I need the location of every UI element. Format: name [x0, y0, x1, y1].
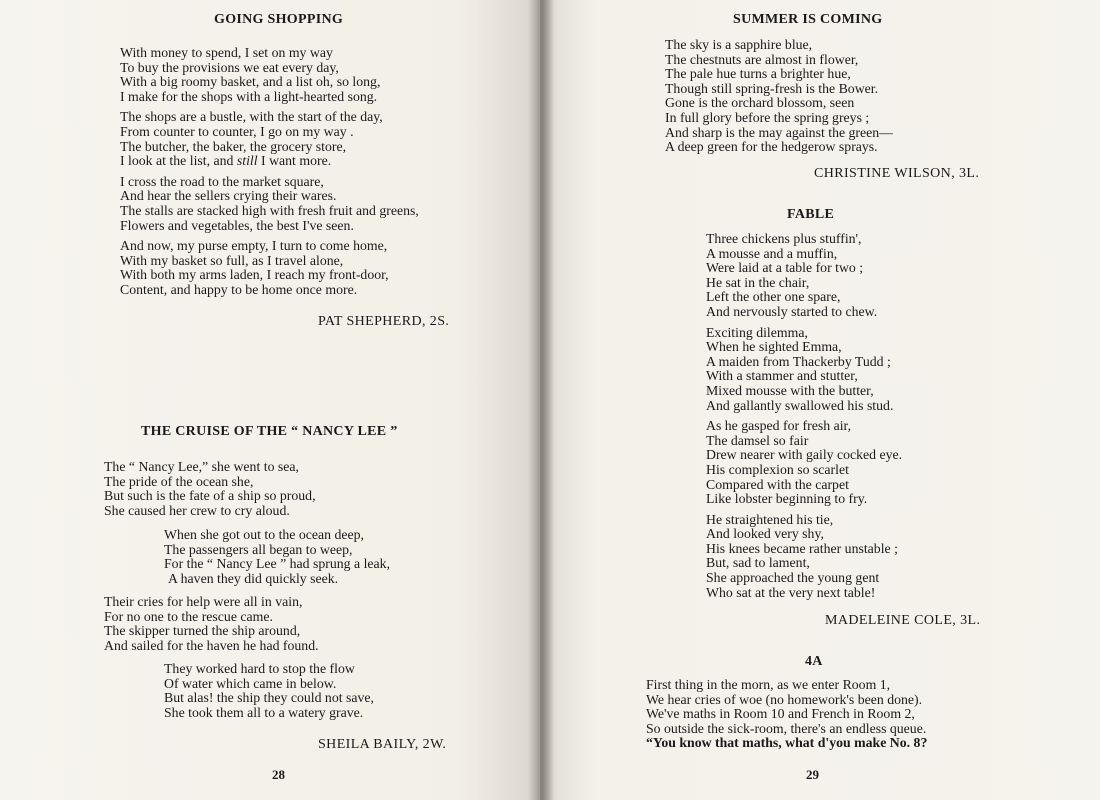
verse-line: “You know that maths, what d'you make No. 8? [646, 735, 928, 751]
verse-line: A haven they did quickly seek. [168, 570, 339, 586]
stanza [120, 239, 419, 297]
verse-line: To buy the provisions we eat every day, [120, 59, 339, 75]
verse-line: With both my arms laden, I reach my front-door, [120, 267, 389, 283]
verse-line: The sky is a sapphire blue, [665, 37, 813, 52]
verse-line: And looked very shy, [706, 526, 824, 542]
verse-line: He straightened his tie, [706, 511, 834, 527]
verse-line: The stalls are stacked high with fresh fruit and greens, [120, 202, 419, 218]
verse-line: For no one to the rescue came. [104, 608, 273, 624]
verse-line: In full glory before the spring greys ; [665, 109, 870, 125]
verse-line: She took them all to a watery grave. [164, 704, 364, 720]
text: I want more. [257, 153, 332, 169]
verse-line: His knees became rather unstable ; [706, 540, 898, 556]
italic-text: still [236, 153, 258, 169]
left-page [0, 0, 540, 800]
stanza [706, 513, 902, 601]
verse-line: With money to spend, I set on my way [120, 45, 333, 60]
author-sheila-baily: SHEILA BAILY, 2W. [318, 737, 447, 752]
verse-line: A maiden from Thackerby Tudd ; [706, 353, 891, 369]
verse-line: For the “ Nancy Lee ” had sprung a leak, [164, 556, 391, 572]
verse-line: When she got out to the ocean deep, [164, 527, 364, 542]
poem-cruise-stanza-1 [104, 460, 316, 518]
poem-summer-is-coming [665, 38, 893, 155]
verse-line: So outside the sick-room, there's an endless queue. [646, 720, 927, 736]
poem-title-fable: FABLE [787, 207, 835, 222]
verse-line: With my basket so full, as I travel alone, [120, 252, 344, 268]
stanza [120, 110, 419, 168]
stanza [120, 46, 419, 104]
poem-fable [706, 232, 902, 600]
poem-cruise-stanza-2 [164, 528, 390, 586]
poem-going-shopping [120, 46, 419, 298]
poem-4a [646, 678, 927, 751]
author-christine-wilson: CHRISTINE WILSON, 3L. [814, 166, 980, 181]
poem-title-cruise-of-nancy-lee: THE CRUISE OF THE “ NANCY LEE ” [141, 424, 398, 439]
verse-line-italic [120, 154, 419, 169]
verse-line: With a big roomy basket, and a list oh, so long, [120, 74, 381, 90]
verse-line: They worked hard to stop the flow [164, 661, 355, 676]
verse-line: With a stammer and stutter, [706, 368, 858, 384]
verse-line: Content, and happy to be home once more. [120, 281, 358, 297]
verse-line: She approached the young gent [706, 570, 880, 586]
verse-line: She caused her crew to cry aloud. [104, 502, 290, 518]
verse-line: The shops are a bustle, with the start of the day, [120, 109, 383, 125]
verse-line: Gone is the orchard blossom, seen [665, 95, 855, 111]
verse-line: And sharp is the may against the green— [665, 124, 893, 140]
verse-line: Compared with the carpet [706, 476, 849, 492]
stanza [706, 232, 902, 320]
poem-cruise-stanza-4 [164, 662, 374, 720]
verse-line: His complexion so scarlet [706, 461, 849, 477]
verse-line: Mixed mousse with the butter, [706, 382, 874, 398]
verse-line: Three chickens plus stuffin', [706, 231, 862, 246]
page-number-left: 28 [272, 767, 285, 782]
verse-line: The chestnuts are almost in flower, [665, 51, 859, 67]
verse-line: Left the other one spare, [706, 289, 841, 305]
right-page [540, 0, 1100, 800]
verse-line: He sat in the chair, [706, 274, 810, 290]
verse-line: Of water which came in below. [164, 675, 337, 691]
verse-line: A mousse and a muffin, [706, 245, 838, 261]
verse-line: The pride of the ocean she, [104, 473, 254, 489]
verse-line: But such is the fate of a ship so proud, [104, 488, 316, 504]
verse-line: Flowers and vegetables, the best I've seen. [120, 217, 354, 233]
verse-line: Though still spring-fresh is the Bower. [665, 80, 879, 96]
verse-line: We hear cries of woe (no homework's been done). [646, 691, 923, 707]
verse-line: And gallantly swallowed his stud. [706, 397, 894, 413]
author-pat-shepherd: PAT SHEPHERD, 2S. [318, 314, 450, 329]
verse-line: We've maths in Room 10 and French in Room 2, [646, 706, 915, 722]
stanza [706, 419, 902, 507]
text: I look at the list, and [120, 153, 237, 169]
verse-line: But alas! the ship they could not save, [164, 690, 374, 706]
verse-line: The skipper turned the ship around, [104, 623, 301, 639]
verse-line: Their cries for help were all in vain, [104, 594, 303, 609]
verse-line: A deep green for the hedgerow sprays. [665, 139, 878, 155]
verse-line: The butcher, the baker, the grocery store, [120, 138, 347, 154]
stanza [706, 326, 902, 414]
verse-line: As he gasped for fresh air, [706, 418, 852, 434]
page-number-right: 29 [806, 767, 819, 782]
author-madeleine-cole: MADELEINE COLE, 3L. [825, 613, 981, 628]
poem-title-4a: 4A [805, 654, 823, 669]
verse-line: And sailed for the haven he had found. [104, 637, 319, 653]
verse-line: First thing in the morn, as we enter Room 1, [646, 677, 891, 692]
poem-title-summer-is-coming: SUMMER IS COMING [733, 12, 883, 27]
verse-line: Were laid at a table for two ; [706, 260, 864, 276]
verse-line: I cross the road to the market square, [120, 173, 324, 189]
verse-line: And hear the sellers crying their wares. [120, 188, 337, 204]
verse-line: I make for the shops with a light-hearted song. [120, 88, 378, 104]
verse-line: And now, my purse empty, I turn to come home, [120, 238, 388, 254]
verse-line: Who sat at the very next table! [706, 584, 876, 600]
verse-line: Exciting dilemma, [706, 324, 808, 340]
verse-line: The damsel so fair [706, 432, 809, 448]
verse-line: Drew nearer with gaily cocked eye. [706, 447, 903, 463]
book-gutter-shadow [528, 0, 554, 800]
verse-line: From counter to counter, I go on my way . [120, 123, 354, 139]
poem-title-going-shopping: GOING SHOPPING [214, 12, 344, 27]
verse-line: The pale hue turns a brighter hue, [665, 66, 851, 82]
stanza [120, 175, 419, 233]
verse-line: The passengers all began to weep, [164, 541, 353, 557]
poem-cruise-stanza-3 [104, 595, 319, 653]
verse-line: Like lobster beginning to fry. [706, 491, 868, 507]
verse-line: The “ Nancy Lee,” she went to sea, [104, 459, 299, 474]
verse-line: And nervously started to chew. [706, 303, 878, 319]
verse-line: But, sad to lament, [706, 555, 810, 571]
verse-line: When he sighted Emma, [706, 339, 842, 355]
